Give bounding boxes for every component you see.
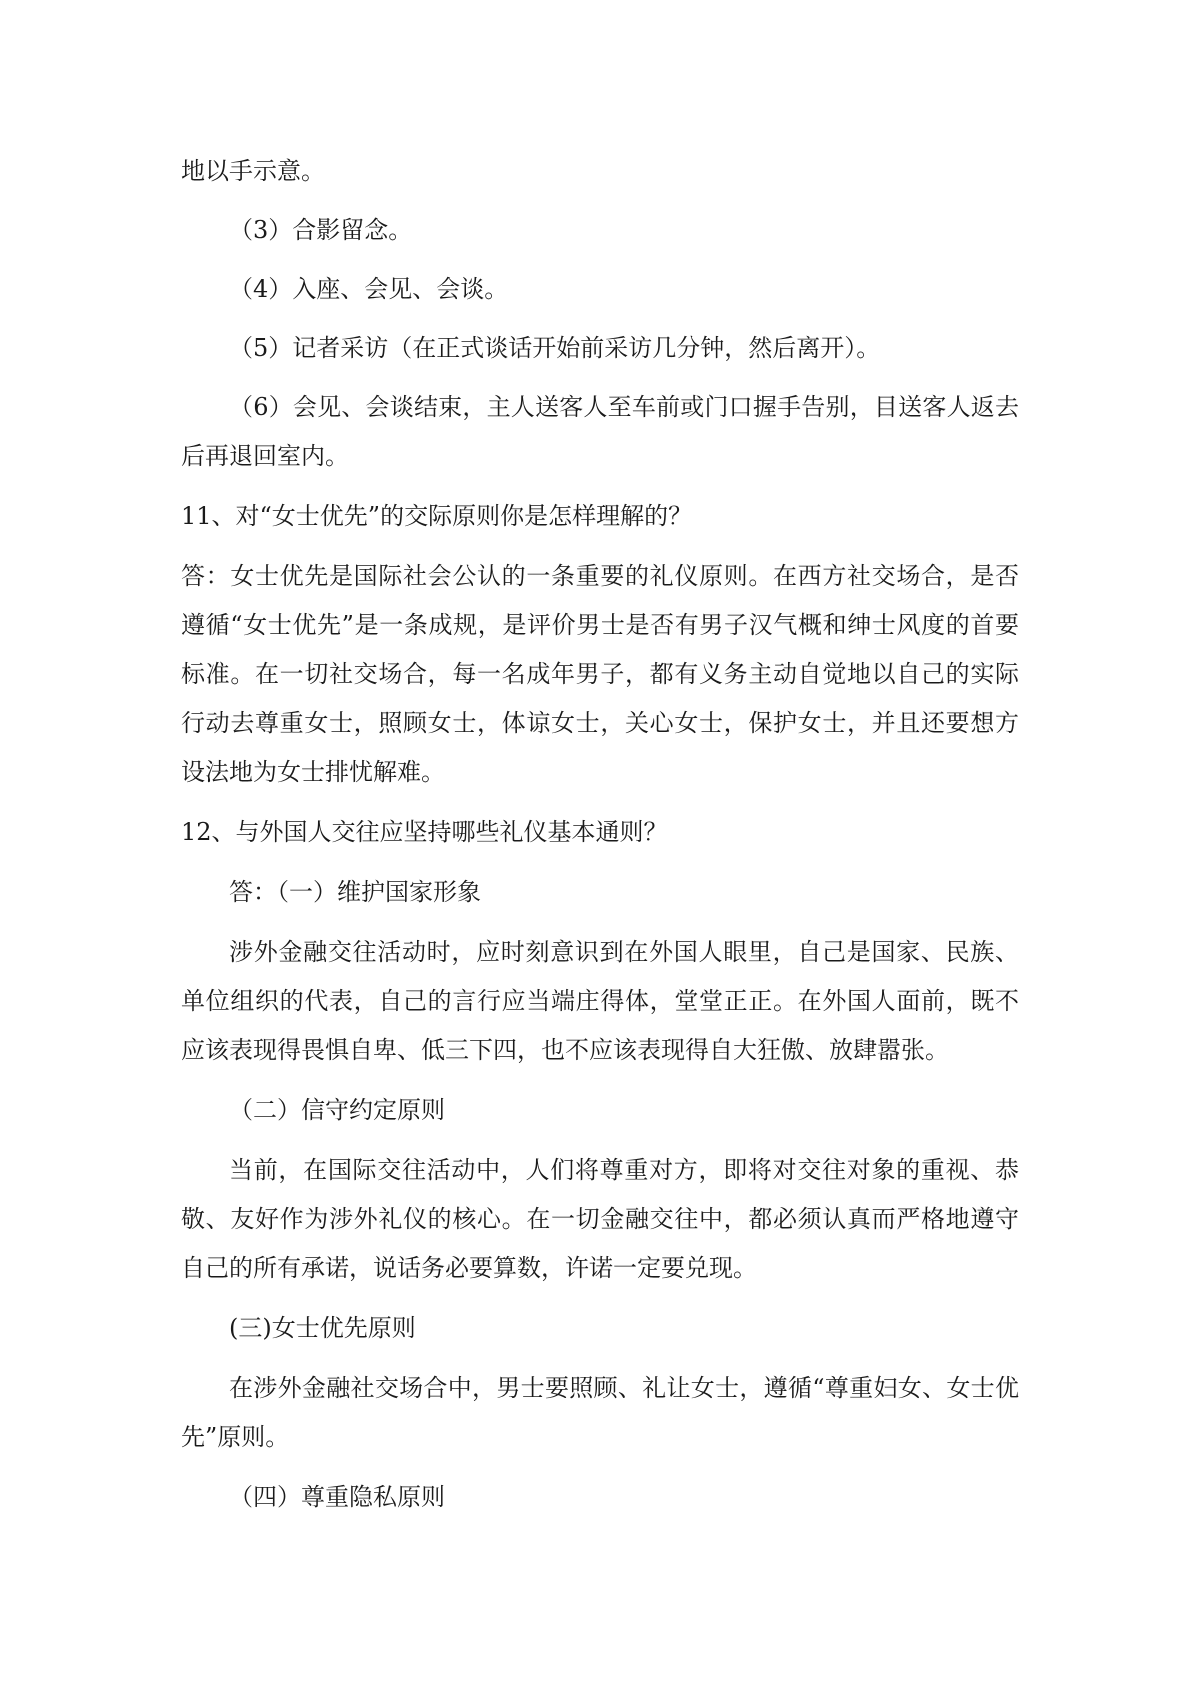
- list-item-4: （4）入座、会见、会谈。: [229, 275, 509, 303]
- answer-12-paragraph-2: 当前，在国际交往活动中，人们将尊重对方，即将对交往对象的重视、恭敬、友好作为涉外礼仪的核心。在一切金融交往中，都必须认真而严格地遵守自己的所有承诺，说话务必要算数，许诺一定要兑现。: [181, 1156, 1019, 1282]
- answer-12-heading-1: 答：（一）维护国家形象: [229, 878, 481, 906]
- answer-12-paragraph-1: 涉外金融交往活动时，应时刻意识到在外国人眼里，自己是国家、民族、单位组织的代表，自己的言行应当端庄得体，堂堂正正。在外国人面前，既不应该表现得畏惧自卑、低三下四，也不应该表现得自大狂傲、放肆嚣张。: [181, 938, 1019, 1064]
- question-12: 12、与外国人交往应坚持哪些礼仪基本通则？: [181, 818, 668, 846]
- answer-12-paragraph-3: 在涉外金融社交场合中，男士要照顾、礼让女士，遵循“尊重妇女、女士优先”原则。: [181, 1374, 1019, 1451]
- list-item-3: （3）合影留念。: [229, 216, 413, 244]
- paragraph-continuation: 地以手示意。: [181, 157, 325, 185]
- answer-12-heading-2: （二）信守约定原则: [229, 1096, 445, 1124]
- list-item-6: （6）会见、会谈结束，主人送客人至车前或门口握手告别，目送客人返去后再退回室内。: [181, 393, 1019, 470]
- list-item-5: （5）记者采访（在正式谈话开始前采访几分钟，然后离开）。: [229, 334, 881, 362]
- question-11: 11、对“女士优先”的交际原则你是怎样理解的？: [181, 502, 693, 530]
- answer-12-heading-3: (三)女士优先原则: [229, 1314, 416, 1342]
- answer-12-heading-4: （四）尊重隐私原则: [229, 1483, 445, 1511]
- document-body: [181, 147, 1019, 1522]
- answer-11: 答：女士优先是国际社会公认的一条重要的礼仪原则。在西方社交场合，是否遵循“女士优先”是一条成规，是评价男士是否有男子汉气概和绅士风度的首要标准。在一切社交场合，每一名成年男子，都有义务主动自觉地以自己的实际行动去尊重女士，照顾女士，体谅女士，关心女士，保护女士，并且还要想方设法地为女士排忧解难。: [181, 562, 1019, 786]
